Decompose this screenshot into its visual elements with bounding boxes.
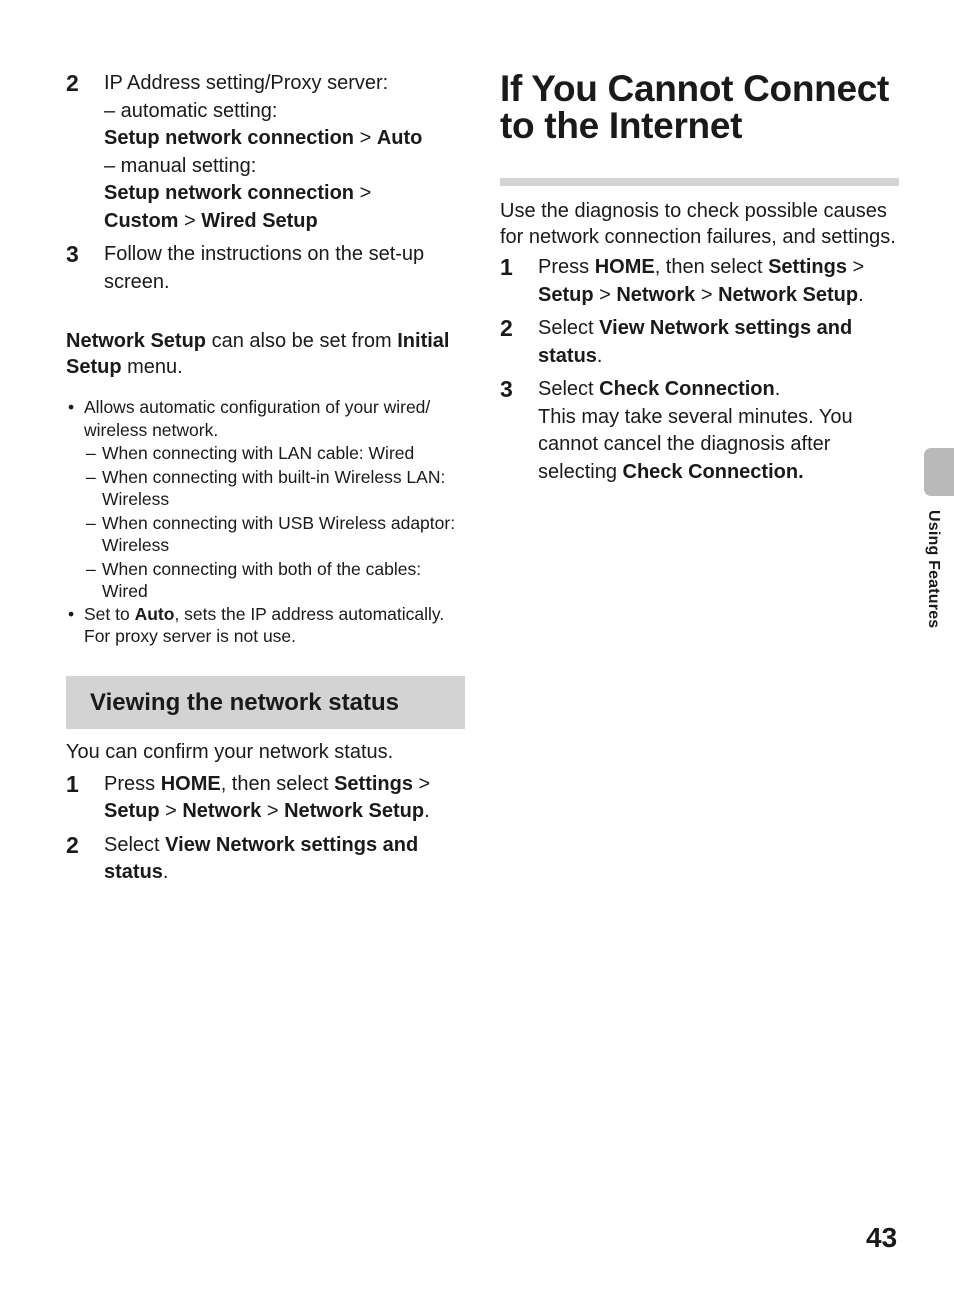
diagnosis-step-1: 1 Press HOME, then select Settings > Setup > Network > Network Setup. <box>500 254 865 306</box>
step-number: 2 <box>66 70 79 96</box>
manual-setting-label: – manual setting: <box>104 154 257 177</box>
manual-setting-path: Setup network connection > <box>104 182 372 204</box>
manual-setting-path-cont: Custom > Wired Setup <box>104 209 318 232</box>
network-setup-note: Network Setup can also be set from Initial Setup menu. <box>66 330 450 378</box>
right-column <box>500 70 900 486</box>
step-3-follow <box>66 241 466 296</box>
dash-icon: – <box>86 558 96 579</box>
status-step-1: 1 Press HOME, then select Settings > Setup > Network > Network Setup. <box>66 770 431 822</box>
list-item: – When connecting with USB Wireless adaptor: Wireless <box>86 512 456 555</box>
step-number: 3 <box>66 241 79 267</box>
step-number: 3 <box>500 376 513 402</box>
chapter-label: Using Features <box>925 510 942 629</box>
sub-list <box>84 442 466 603</box>
section-intro: You can confirm your network status. <box>66 740 394 763</box>
step-2-ip-address <box>66 70 466 235</box>
auto-setting-path: Setup network connection > Auto <box>104 127 423 149</box>
section-heading: Viewing the network status <box>66 676 465 729</box>
step-number: 2 <box>500 315 513 341</box>
step-number: 1 <box>500 254 513 280</box>
diagnosis-step-3: 3 Select Check Connection. This may take several minutes. You cannot cancel the diagnosis after selecting Check Connection. <box>500 376 900 486</box>
page-number: 43 <box>866 1222 898 1253</box>
settings-bullet-list <box>66 396 466 648</box>
step-text: IP Address setting/Proxy server: <box>104 72 389 94</box>
bullet-icon: • <box>68 397 75 417</box>
diagnosis-step-2: 2 Select View Network settings and status. <box>500 315 853 367</box>
list-item: – When connecting with LAN cable: Wired <box>86 443 415 463</box>
list-item: • Allows automatic configuration of your wired/ wireless network. – When connecting with LAN cable: Wired – When connecting with built-in Wireless LAN: Wireless – When connecting with USB Wireless adaptor: Wireless – When connecting with both of the cables: Wired <box>66 396 466 603</box>
step-number: 1 <box>66 770 79 797</box>
list-item: • Set to Auto, sets the IP address automatically. For proxy server is not use. <box>68 603 445 646</box>
diagnosis-intro: Use the diagnosis to check possible causes for network connection failures, and settings. <box>500 200 896 248</box>
title-divider <box>500 178 899 186</box>
step-text: Follow the instructions on the set-up screen. <box>104 243 425 293</box>
chapter-tab <box>924 448 954 496</box>
auto-setting-label: – automatic setting: <box>104 99 278 122</box>
left-column <box>66 70 466 887</box>
dash-icon: – <box>86 443 96 463</box>
status-step-2: 2 Select View Network settings and status. <box>66 831 419 883</box>
dash-icon: – <box>86 512 96 533</box>
page-title: If You Cannot Connect to the Internet <box>500 68 890 146</box>
bullet-icon: • <box>68 603 75 624</box>
list-item: – When connecting with both of the cables: Wired <box>86 558 422 601</box>
list-item: – When connecting with built-in Wireless LAN: Wireless <box>86 466 446 509</box>
diagnosis-note: This may take several minutes. You cannot cancel the diagnosis after selecting Check Connection. <box>538 405 853 483</box>
dash-icon: – <box>86 466 96 487</box>
step-number: 2 <box>66 831 79 858</box>
